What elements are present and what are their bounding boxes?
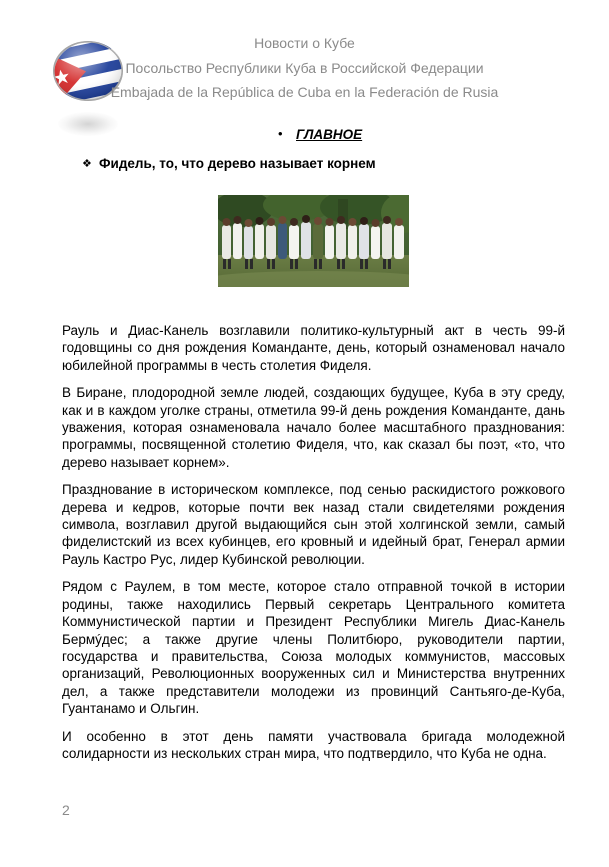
article-paragraph: Рядом с Раулем, в том месте, которое стало отправной точкой в истории родины, также находились Первый секретарь Центрального комитета Коммунистической партии и Президент Республики Мигель Диас-Канель Бермýдес; а также другие члены Политбюро, руководители партии, государства и правительства, Союза молодых коммунистов, массовых организаций, Революционных вооруженных сил и Министерства внутренних дел, а также представители молодежи из провинций Сантьяго-де-Куба, Гуантанамо и Ольгин. [62, 579, 565, 717]
section-bullet: • [278, 126, 283, 141]
header-title: Новости о Кубе [254, 35, 355, 51]
diamond-bullet-icon: ❖ [82, 158, 92, 170]
article-paragraph: В Биране, плодородной земле людей, создающих будущее, Куба в эту среду, как и в каждом уголке страны, отметила 99-й день рождения Команданте, дань уважения, которая ознаменовала начало более масштабного празднования: программы, посвященной столетию Фиделя, что, как сказал бы поэт, «то, что дерево называет корнем». [62, 385, 565, 470]
article-paragraph: Празднование в историческом комплексе, под сенью раскидистого рожкового дерева и кедров, которые почти век назад стали свидетелями рождения символа, возглавил другой выдающийся сын этой холгинской земли, самый фиделистский из всех кубинцев, его кровный и идейный брат, Генерал армии Рауль Кастро Рус, лидер Кубинской революции. [62, 482, 565, 567]
article-body [62, 322, 565, 772]
header-embassy-es: Embajada de la República de Cuba en la Federación de Rusia [110, 84, 499, 100]
article-title: Фидель, то, что дерево называет корнем [99, 156, 376, 171]
header-embassy-ru: Посольство Республики Куба в Российской Федерации [125, 60, 484, 76]
section-title: ГЛАВНОЕ [296, 127, 363, 142]
article-paragraph: И особенно в этот день памяти участвовала бригада молодежной солидарности из нескольких стран мира, что подтвердило, что Куба не одна. [62, 728, 565, 761]
article-photo [218, 195, 409, 287]
article-paragraph: Рауль и Диас-Канель возглавили политико-культурный акт в честь 99-й годовщины со дня рождения Команданте, день, который ознаменовал начало юбилейной программы в честь столетия Фиделя. [62, 323, 565, 373]
page-number: 2 [62, 802, 70, 818]
logo-shadow [58, 112, 118, 136]
